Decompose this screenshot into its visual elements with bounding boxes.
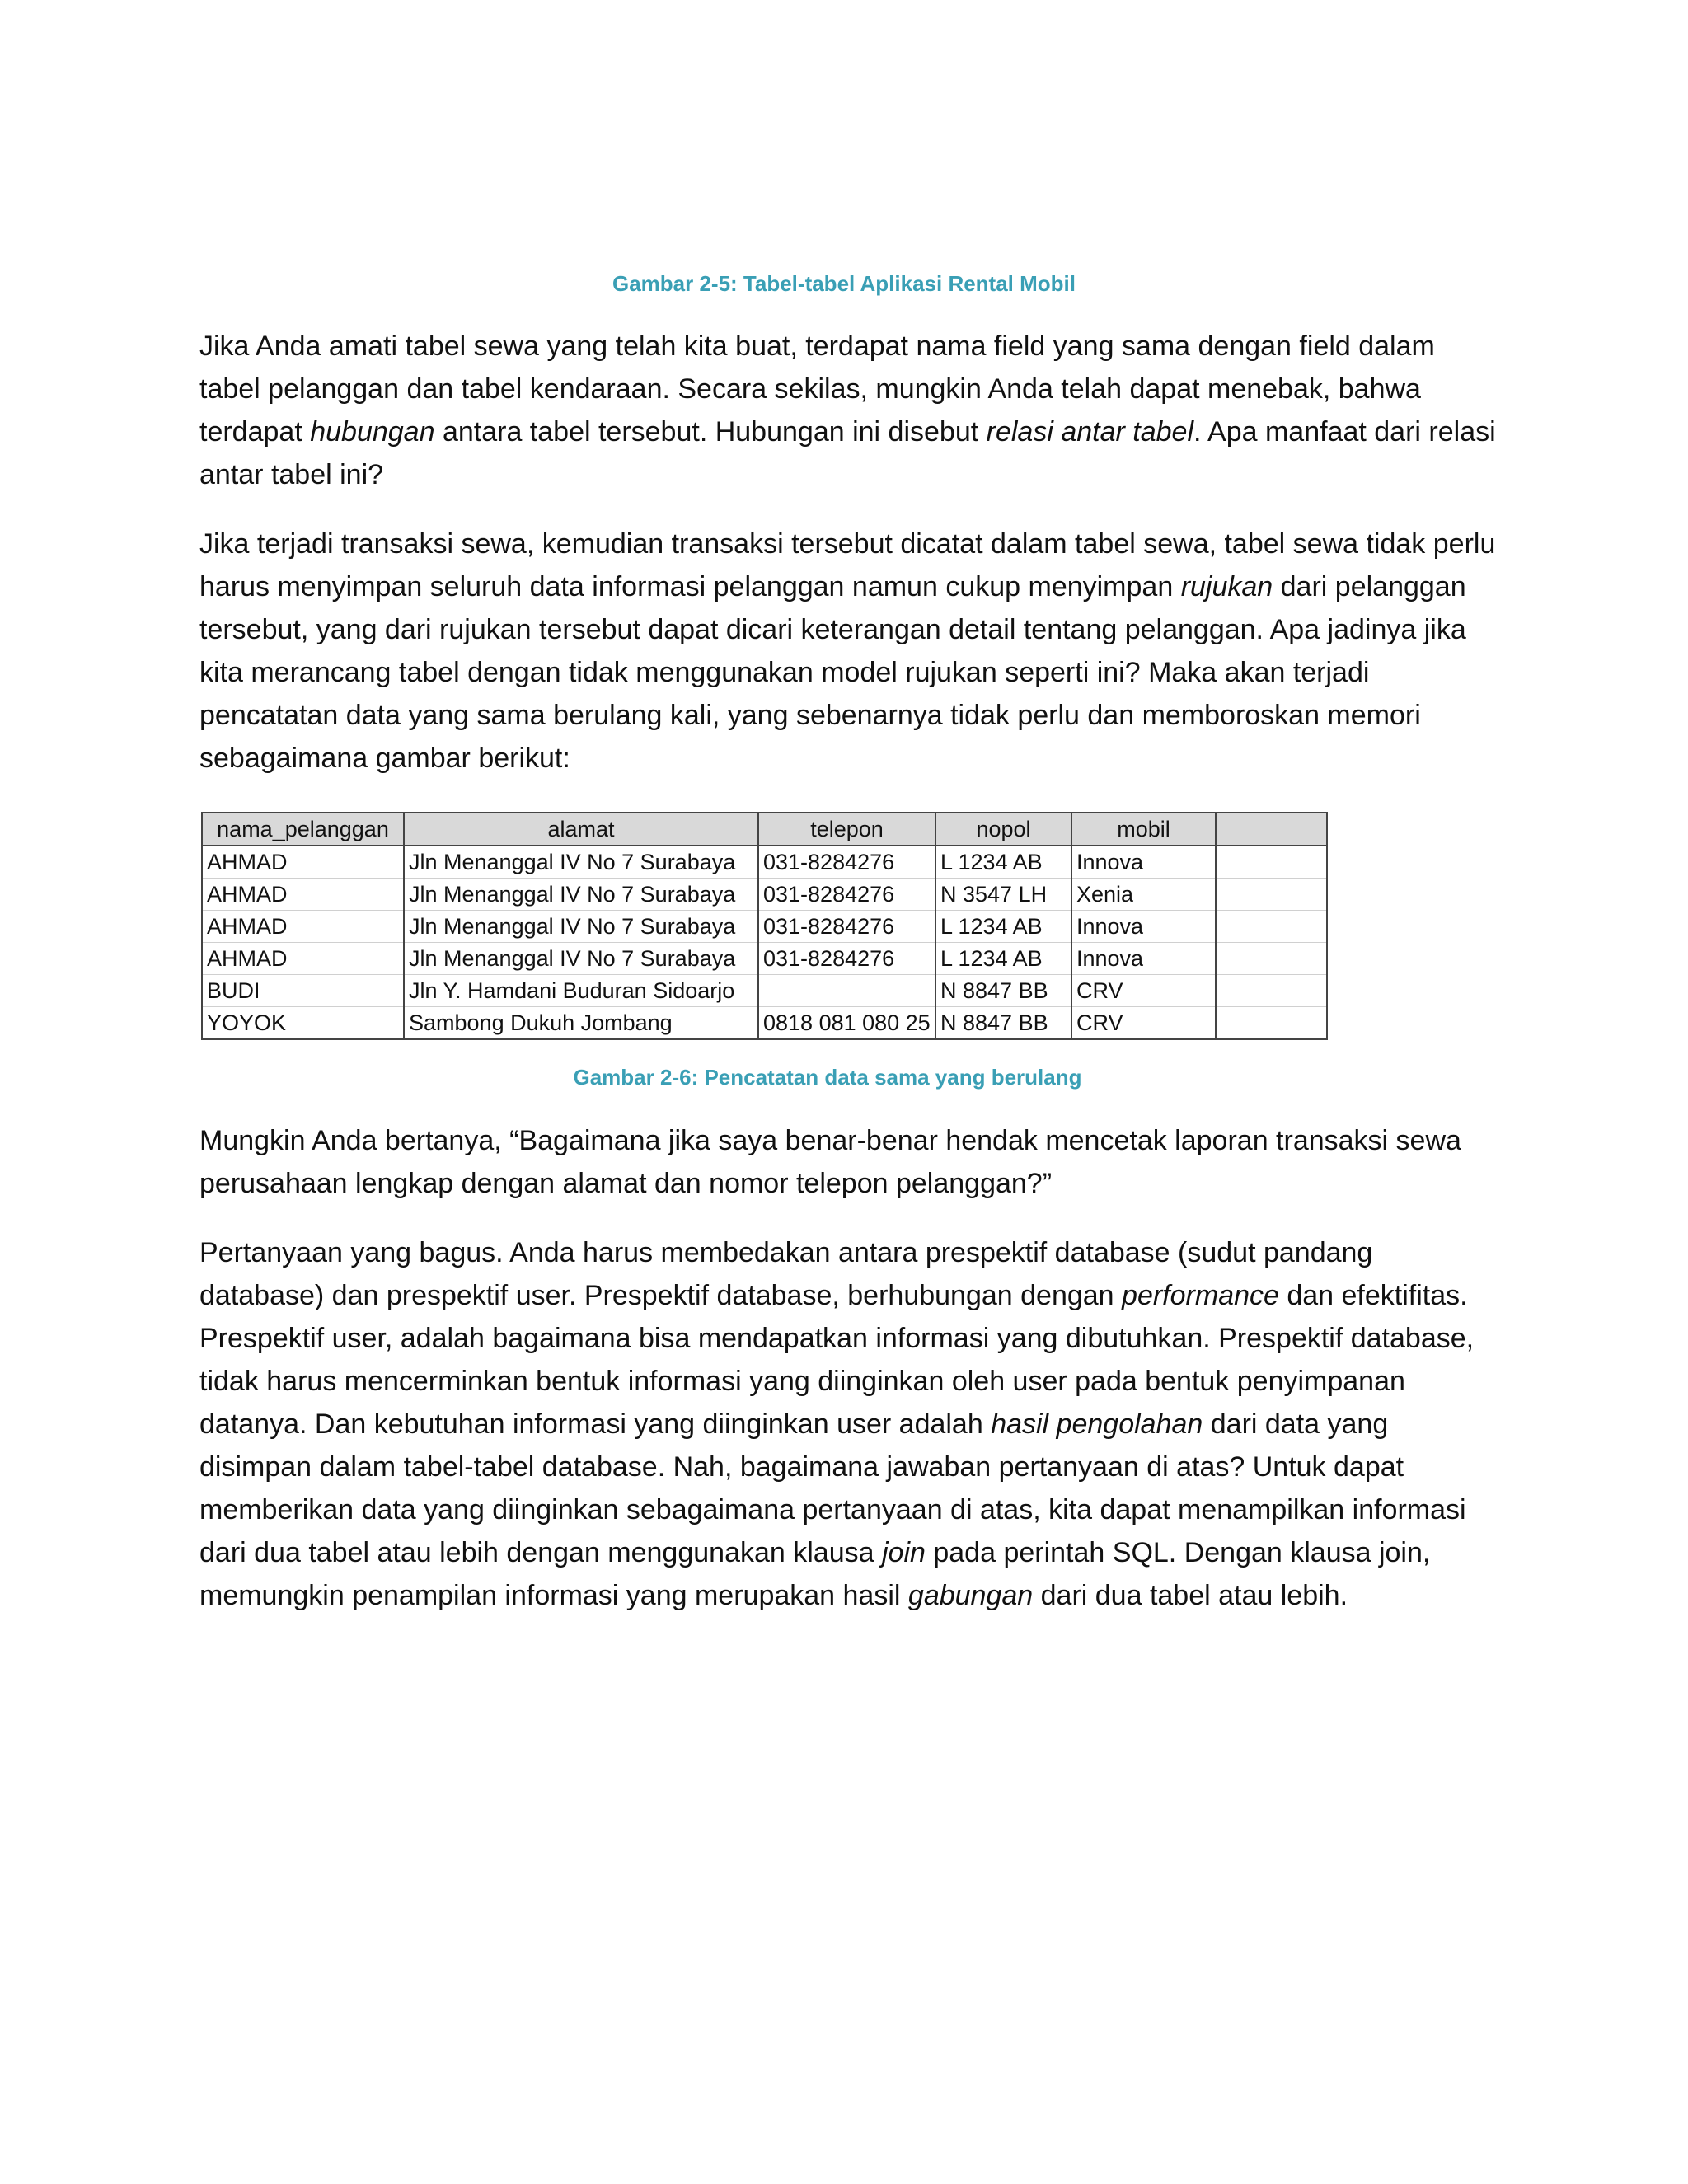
text-span: antara tabel tersebut. Hubungan ini disebut: [434, 416, 987, 448]
text-span: dan efektifitas. Prespektif user, adalah bagaimana bisa mendapatkan informasi yang dibutuhkan. Prespektif database, tidak harus mencerminkan bentuk informasi yang diinginkan oleh user pada bentuk penyimpanan datanya. Dan kebutuhan informasi yang diinginkan user adalah: [199, 1280, 1475, 1440]
text-span: dari data yang disimpan dalam tabel-tabel database. Nah, bagaimana jawaban pertanyaan di atas? Untuk dapat memberikan data yang diinginkan sebagaimana pertanyaan di atas, kita dapat menampilkan informasi dari dua tabel atau lebih dengan menggunakan klausa: [199, 1408, 1466, 1568]
table-cell: AHMAD: [202, 943, 404, 975]
table-cell: L 1234 AB: [935, 911, 1071, 943]
table-cell: [1216, 879, 1327, 911]
table-cell: AHMAD: [202, 911, 404, 943]
table-header-row: [202, 813, 1327, 846]
paragraph-prespektif: [199, 1231, 1502, 1617]
table-cell: Innova: [1071, 943, 1216, 975]
italic-term-hasil-pengolahan: hasil pengolahan: [991, 1408, 1203, 1440]
table-row: [202, 911, 1327, 943]
table-cell: L 1234 AB: [935, 846, 1071, 879]
column-header-mobil: mobil: [1071, 813, 1216, 846]
table-cell: 0818 081 080 25: [758, 1007, 935, 1040]
column-header-empty: [1216, 813, 1327, 846]
table-cell: [758, 975, 935, 1007]
table-cell: 031-8284276: [758, 846, 935, 879]
spreadsheet-table: [201, 812, 1328, 1040]
italic-term-hubungan: hubungan: [310, 416, 435, 448]
table-cell: [1216, 943, 1327, 975]
table-cell: Jln Menanggal IV No 7 Surabaya: [404, 879, 758, 911]
text-span: Pertanyaan yang bagus. Anda harus membedakan antara prespektif database (sudut pandang database) dan prespektif user. Prespektif database, berhubungan dengan: [199, 1237, 1373, 1311]
table-cell: [1216, 1007, 1327, 1040]
table-row: [202, 943, 1327, 975]
table-cell: N 8847 BB: [935, 975, 1071, 1007]
table-cell: [1216, 846, 1327, 879]
table-cell: Jln Y. Hamdani Buduran Sidoarjo: [404, 975, 758, 1007]
table-cell: CRV: [1071, 975, 1216, 1007]
italic-term-rujukan: rujukan: [1180, 571, 1273, 602]
table-cell: Xenia: [1071, 879, 1216, 911]
table-cell: Innova: [1071, 846, 1216, 879]
paragraph-relasi: [199, 325, 1502, 496]
table-row: [202, 879, 1327, 911]
table-cell: BUDI: [202, 975, 404, 1007]
table-row: [202, 846, 1327, 879]
column-header-alamat: alamat: [404, 813, 758, 846]
table-cell: [1216, 975, 1327, 1007]
table-row: [202, 975, 1327, 1007]
paragraph-rujukan: [199, 523, 1502, 780]
table-cell: 031-8284276: [758, 911, 935, 943]
table-cell: 031-8284276: [758, 943, 935, 975]
text-span: Jika terjadi transaksi sewa, kemudian transaksi tersebut dicatat dalam tabel sewa, tabel sewa tidak perlu harus menyimpan seluruh data informasi pelanggan namun cukup menyimpan: [199, 528, 1496, 602]
text-span: Jika Anda amati tabel sewa yang telah kita buat, terdapat nama field yang sama dengan field dalam tabel pelanggan dan tabel kendaraan. Secara sekilas, mungkin Anda telah dapat menebak, bahwa terdapat: [199, 330, 1435, 448]
table-cell: Jln Menanggal IV No 7 Surabaya: [404, 911, 758, 943]
table-cell: L 1234 AB: [935, 943, 1071, 975]
paragraph-pertanyaan: Mungkin Anda bertanya, “Bagaimana jika saya benar-benar hendak mencetak laporan transaksi sewa perusahaan lengkap dengan alamat dan nomor telepon pelanggan?”: [199, 1125, 1461, 1199]
column-header-nopol: nopol: [935, 813, 1071, 846]
text-span: pada perintah SQL. Dengan klausa join, memungkin penampilan informasi yang merupakan hasil: [199, 1537, 1431, 1611]
table-cell: AHMAD: [202, 879, 404, 911]
table-cell: N 8847 BB: [935, 1007, 1071, 1040]
table-cell: Jln Menanggal IV No 7 Surabaya: [404, 943, 758, 975]
table-row: [202, 1007, 1327, 1040]
table-cell: Sambong Dukuh Jombang: [404, 1007, 758, 1040]
table-cell: CRV: [1071, 1007, 1216, 1040]
text-span: dari pelanggan tersebut, yang dari rujukan tersebut dapat dicari keterangan detail tentang pelanggan. Apa jadinya jika kita merancang tabel dengan tidak menggunakan model rujukan seperti ini? Maka akan terjadi pencatatan data yang sama berulang kali, yang sebenarnya tidak perlu dan memboroskan memori sebagaimana gambar berikut:: [199, 571, 1466, 774]
table-cell: Innova: [1071, 911, 1216, 943]
table-cell: [1216, 911, 1327, 943]
italic-term-relasi: relasi antar tabel: [986, 416, 1194, 448]
text-span: dari dua tabel atau lebih.: [1033, 1580, 1348, 1611]
column-header-nama-pelanggan: nama_pelanggan: [202, 813, 404, 846]
italic-term-join: join: [881, 1537, 926, 1568]
table-cell: AHMAD: [202, 846, 404, 879]
figure-caption-2-5: Gambar 2-5: Tabel-tabel Aplikasi Rental Mobil: [612, 271, 1076, 296]
table-cell: Jln Menanggal IV No 7 Surabaya: [404, 846, 758, 879]
table-cell: N 3547 LH: [935, 879, 1071, 911]
table-cell: 031-8284276: [758, 879, 935, 911]
table-cell: YOYOK: [202, 1007, 404, 1040]
italic-term-gabungan: gabungan: [907, 1580, 1034, 1611]
italic-term-performance: performance: [1122, 1280, 1279, 1311]
figure-caption-2-6: Gambar 2-6: Pencatatan data sama yang berulang: [573, 1065, 1082, 1090]
text-span: . Apa manfaat dari relasi antar tabel ini?: [199, 416, 1496, 490]
column-header-telepon: telepon: [758, 813, 935, 846]
